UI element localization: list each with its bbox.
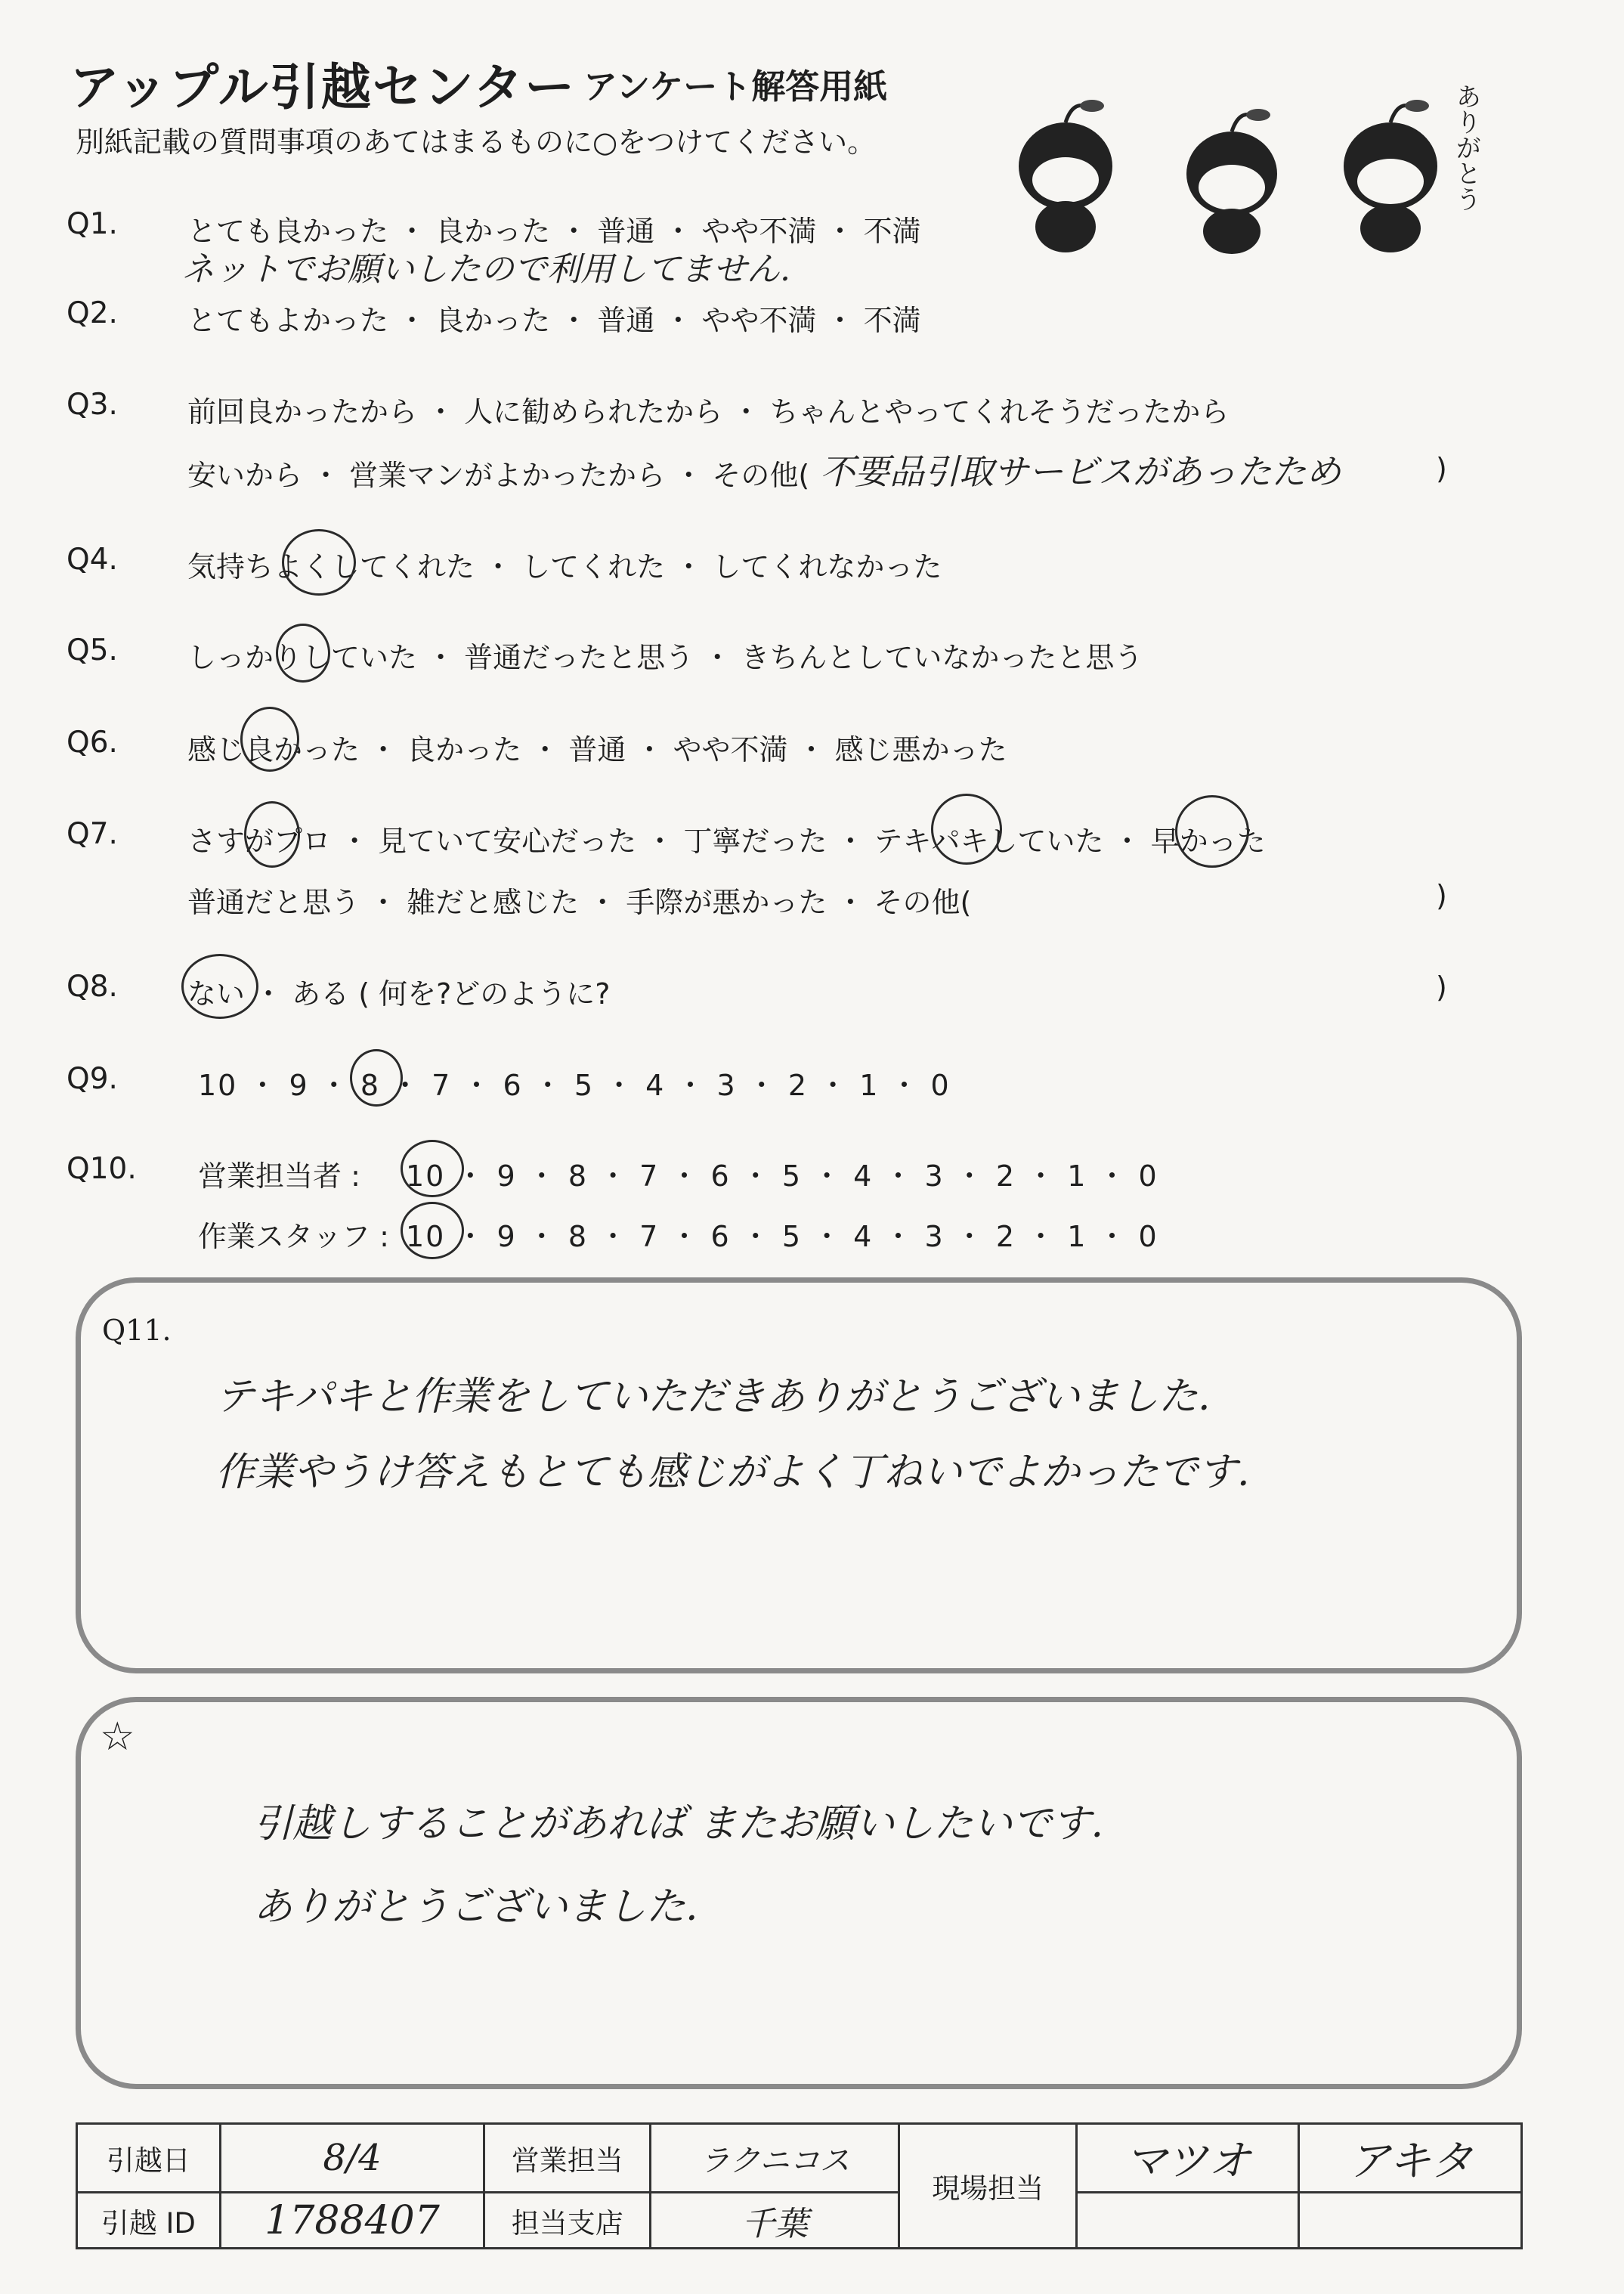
q3-other-answer: 不要品引取サービスがあったため bbox=[820, 451, 1341, 492]
q2-label: Q2. bbox=[67, 296, 118, 330]
form-title: アップル引越センター bbox=[70, 58, 577, 116]
q6-options: 感じ良かった ・ 良かった ・ 普通 ・ やや不満 ・ 感じ悪かった bbox=[187, 733, 1007, 766]
move-info-table bbox=[76, 2122, 1523, 2249]
move-date-label: 引越日 bbox=[77, 2124, 221, 2193]
q5-answer-circle bbox=[276, 624, 330, 683]
q10-staff-label: 作業スタッフ : bbox=[198, 1220, 389, 1253]
star-icon: ☆ bbox=[100, 1714, 135, 1760]
q9-label: Q9. bbox=[67, 1062, 118, 1096]
q5-label: Q5. bbox=[67, 633, 118, 667]
q10-sales-answer-circle bbox=[401, 1140, 464, 1197]
move-id-value: 1788407 bbox=[220, 2193, 484, 2249]
move-date-value: 8/4 bbox=[220, 2124, 484, 2193]
q1-label: Q1. bbox=[67, 207, 118, 241]
instruction-text: 別紙記載の質問事項のあてはまるものに○をつけてください。 bbox=[76, 125, 877, 159]
free-comment-line2: ありがとうございました. bbox=[253, 1884, 698, 1930]
q5-options: しっかりしていた ・ 普通だったと思う ・ きちんとしていなかったと思う bbox=[187, 641, 1143, 674]
q7-label: Q7. bbox=[67, 817, 118, 851]
q11-comment-line2: 作業やうけ答えもとても感じがよく丁ねいでよかったです. bbox=[215, 1450, 1250, 1495]
q7-answer-circle-tekipaki bbox=[931, 794, 1002, 865]
mascot-illustration bbox=[982, 53, 1511, 257]
q4-label: Q4. bbox=[67, 543, 118, 577]
q1-handwritten-note: ネットでお願いしたので利用してません. bbox=[181, 250, 790, 289]
q3-close-paren: ) bbox=[1436, 452, 1447, 485]
q6-answer-circle bbox=[240, 707, 299, 772]
q7-answer-circle-hayakatta bbox=[1175, 795, 1249, 868]
q11-label: Q11. bbox=[102, 1314, 172, 1347]
q9-answer-circle bbox=[350, 1049, 403, 1107]
q10-sales-scale: 10 ・ 9 ・ 8 ・ 7 ・ 6 ・ 5 ・ 4 ・ 3 ・ 2 ・ 1 ・ 0 bbox=[406, 1159, 1158, 1193]
q10-staff-answer-circle bbox=[401, 1202, 464, 1259]
mascot-thanks-text: ありがとう bbox=[1451, 83, 1481, 212]
q7-close-paren: ) bbox=[1436, 879, 1447, 912]
branch-label: 担当支店 bbox=[484, 2193, 651, 2249]
monkey-icon bbox=[1019, 100, 1112, 252]
q9-scale: 10 ・ 9 ・ 8 ・ 7 ・ 6 ・ 5 ・ 4 ・ 3 ・ 2 ・ 1 ・ 0 bbox=[198, 1069, 951, 1102]
q8-answer-circle bbox=[181, 954, 258, 1019]
q10-staff-scale: 10 ・ 9 ・ 8 ・ 7 ・ 6 ・ 5 ・ 4 ・ 3 ・ 2 ・ 1 ・ 0 bbox=[406, 1220, 1158, 1253]
q7-answer-circle-pro bbox=[244, 801, 300, 868]
move-id-label: 引越 ID bbox=[77, 2193, 221, 2249]
q7-options-line1: さすがプロ ・ 見ていて安心だった ・ 丁寧だった ・ テキパキしていた ・ 早かった bbox=[187, 825, 1266, 858]
q2-options: とてもよかった ・ 良かった ・ 普通 ・ やや不満 ・ 不満 bbox=[187, 304, 921, 337]
branch-value: 千葉 bbox=[651, 2193, 899, 2249]
q1-options: とても良かった ・ 良かった ・ 普通 ・ やや不満 ・ 不満 bbox=[187, 215, 921, 248]
q10-label: Q10. bbox=[67, 1152, 137, 1186]
site-staff-1: マツオ bbox=[1076, 2124, 1298, 2193]
monkey-icon bbox=[1186, 109, 1277, 254]
q3-options-line1: 前回良かったから ・ 人に勧められたから ・ ちゃんとやってくれそうだったから bbox=[187, 395, 1230, 429]
q10-sales-label: 営業担当者 : bbox=[198, 1159, 360, 1193]
q8-options: ない ・ ある ( 何を?どのように? bbox=[187, 977, 611, 1011]
q8-close-paren: ) bbox=[1436, 971, 1447, 1004]
q11-comment-line1: テキパキと作業をしていただきありがとうございました. bbox=[215, 1374, 1211, 1419]
q6-label: Q6. bbox=[67, 726, 118, 760]
monkey-icon bbox=[1344, 100, 1437, 252]
q4-options: 気持ちよくしてくれた ・ してくれた ・ してくれなかった bbox=[187, 550, 942, 584]
q7-options-line2: 普通だと思う ・ 雑だと感じた ・ 手際が悪かった ・ その他( bbox=[187, 886, 972, 919]
free-comment-line1: 引越しすることがあれば またお願いしたいです. bbox=[253, 1801, 1104, 1847]
site-staff-empty-1 bbox=[1076, 2193, 1298, 2249]
site-staff-empty-2 bbox=[1299, 2193, 1522, 2249]
form-subtitle: アンケート解答用紙 bbox=[583, 67, 888, 107]
q4-answer-circle bbox=[282, 529, 356, 596]
sales-rep-label: 営業担当 bbox=[484, 2124, 651, 2193]
q8-label: Q8. bbox=[67, 970, 118, 1004]
site-staff-2: アキタ bbox=[1299, 2124, 1522, 2193]
site-staff-label: 現場担当 bbox=[899, 2124, 1077, 2249]
q3-label: Q3. bbox=[67, 388, 118, 422]
q3-options-line2: 安いから ・ 営業マンがよかったから ・ その他( bbox=[187, 459, 810, 492]
sales-rep-value: ラクニコス bbox=[651, 2124, 899, 2193]
